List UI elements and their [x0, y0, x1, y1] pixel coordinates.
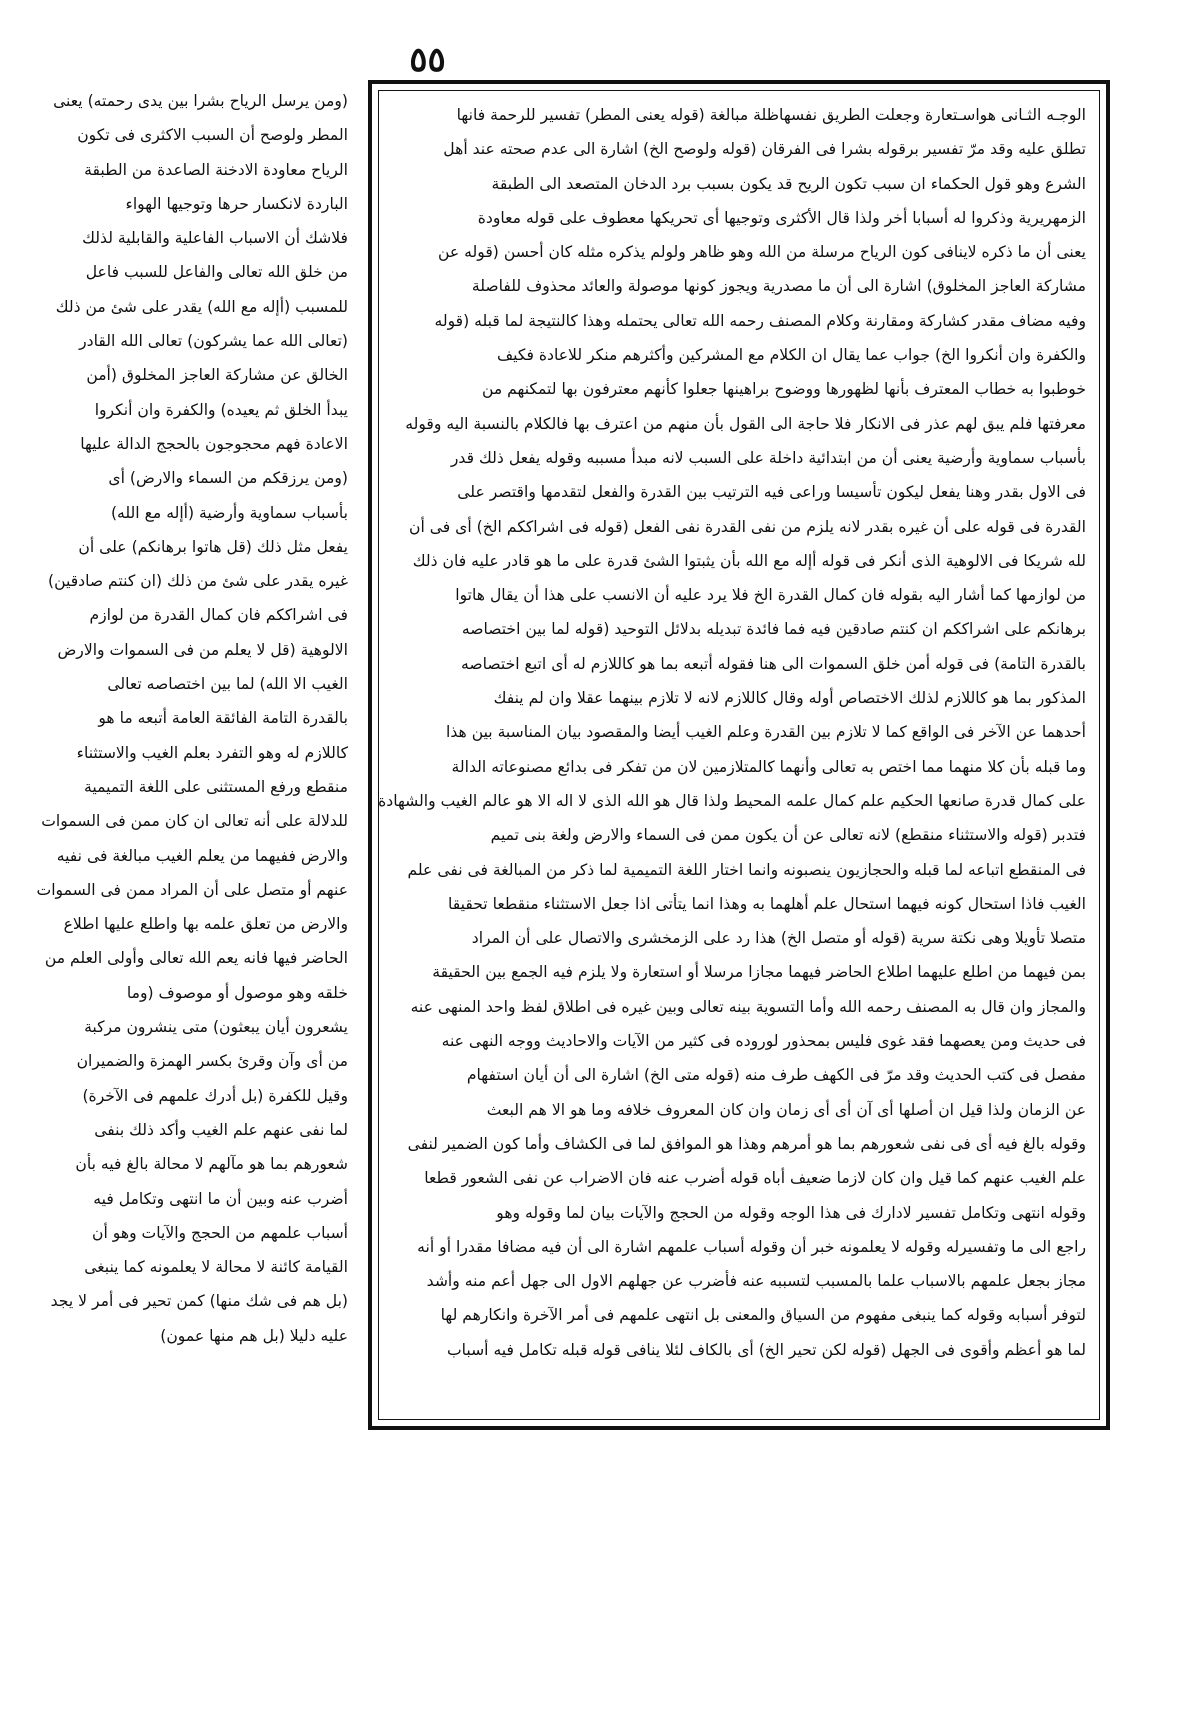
main-text-line: علم الغيب عنهم كما قيل وان كان لازما ضعيف أباه قوله أضرب عنه فان الاضراب عن نفى الشعور قطعا [424, 1169, 1086, 1188]
main-text-line: والمجاز وان قال به المصنف رحمه الله وأما التسوية بينه تعالى وبين غيره فى اطلاق لفظ واحد المنهى عنه [410, 997, 1086, 1016]
main-text-line: وما قبله بأن كلا منهما مما اختص به تعالى وأنهما كالمتلازمين لان من تفكر فى بدائع مصنوعاته الدالة [451, 757, 1086, 776]
main-text-line: الوجـه الثـانى هواسـتعارة وجعلت الطريق نفسهاظلة مبالغة (قوله يعنى المطر) تفسير للرحمة فانها [456, 106, 1086, 124]
main-text-line: بأسباب سماوية وأرضية يعنى أن من ابتدائية داخلة على السبب لانه مبدأ مسببه وقوله يفعل ذلك قدر [450, 448, 1086, 467]
main-text-line: عن الزمان ولذا قيل ان أصلها أى آن أى أى زمان وان كان المعروف خلافه وما هو الا هم البعث [486, 1100, 1086, 1119]
main-text-line: تطلق عليه وقد مرّ تفسير برقوله بشرا فى الفرقان (قوله ولوصح الخ) اشارة الى عدم صحته عند أهل [443, 140, 1086, 159]
margin-text-line: والارض ففيهما من يعلم الغيب مبالغة فى نفيه [56, 846, 348, 865]
main-text-line: لله شريكا فى الالوهية الذى أنكر فى قوله أإله مع الله بأن يثبتوا الشئ قدرة على ما هو قادر عليه فان ذلك [412, 551, 1086, 570]
margin-text-line: (ومن يرسل الرياح بشرا بين يدى رحمته) يعنى [53, 92, 348, 110]
main-text-line: فى الاول بقدر وهنا يفعل ليكون تأسيسا وراعى فيه الترتيب بين القدرة والفعل لتقدمها واقتصر على [457, 483, 1086, 502]
margin-text-line: من خلق الله تعالى والفاعل للسبب فاعل [85, 263, 348, 282]
main-text-line: برهانكم على اشراككم ان كنتم صادقين فيه فما فائدة تبديله بدلائل التوحيد (قوله لما بين اختصاصه [461, 620, 1086, 639]
margin-text-line: غيره يقدر على شئ من ذلك (ان كنتم صادقين) [48, 572, 348, 591]
main-text-line: أحدهما عن الآخر فى الواقع كما لا تلازم بين القدرة وعلم الغيب أيضا والمقصود بيان المناسبة بين هذا [446, 723, 1086, 742]
margin-text-line: كاللازم له وهو التفرد بعلم الغيب والاستثناء [76, 743, 348, 762]
main-text-line: الزمهريرية وذكروا له أسبابا أخر ولذا قال الأكثرى وتوجيها أى تحريكها معطوف على قوله معاودة [477, 208, 1086, 227]
margin-text-line: وقيل للكفرة (بل أدرك علمهم فى الآخرة) [82, 1086, 348, 1105]
main-text-line: القدرة فى قوله على أن غيره بقدر لانه يلزم من نفى القدرة نفى الفعل (قوله فى اشراككم الخ) أى فى أن [409, 517, 1086, 536]
main-text-line: الغيب فاذا استحال كونه فيهما استحال علم أهلهما به وهذا انما يتأتى اذا جعل الاستثناء منقطعا تحقيقا [448, 894, 1086, 913]
main-text-line: من لوازمها كما أشار اليه بقوله فان كمال القدرة الخ فلا يرد عليه أن الانسب على هذا أن يقال هاتوا [455, 586, 1086, 605]
margin-text-line: الباردة لانكسار حرها وتوجيها الهواء [125, 194, 348, 213]
main-text-line: بالقدرة التامة) فى قوله أمن خلق السموات الى هنا فقوله أتبعه بما هو كاللازم له أى اتبع اختصاصه [461, 654, 1086, 673]
margin-text-line: أضرب عنه وبين أن ما انتهى وتكامل فيه [93, 1189, 348, 1208]
main-text-frame [368, 80, 1110, 1430]
main-text-line: لتوفر أسبابه وقوله كما ينبغى مفهوم من السياق والمعنى بل انتهى علمهم فى أمر الآخرة وانكارهم لها [440, 1306, 1086, 1325]
main-text-line: وقوله انتهى وتكامل تفسير لادارك فى هذا الوجه وقوله من الحجج والآيات بيان لما وقوله وهو [496, 1203, 1086, 1222]
margin-text-line: منقطع ورفع المستثنى على اللغة التميمية [84, 777, 348, 796]
margin-text-line: القيامة كائنة لا محالة لا يعلمونه كما ينبغى [84, 1258, 348, 1277]
main-text-line: يعنى أن ما ذكره لاينافى كون الرياح مرسلة من الله وهو ظاهر ولولم يذكره مثله كان أحسن (قوله عن [438, 243, 1086, 262]
main-text-line: المذكور بما هو كاللازم لذلك الاختصاص أوله وقال كاللازم لانه لا تلازم بينهما عقلا وان لم ينفك [493, 689, 1086, 708]
margin-text-line: الاعادة فهم محجوجون بالحجج الدالة عليها [80, 434, 348, 453]
margin-text-line: الالوهية (قل لا يعلم من فى السموات والارض [57, 640, 348, 659]
main-text-line: فى حديث ومن يعصهما فقد غوى فليس بمحذور لوروده فى كثير من الآيات والاحاديث ووجه النهى عنه [441, 1032, 1086, 1051]
margin-text-line: لما نفى عنهم علم الغيب وأكد ذلك بنفى [94, 1120, 348, 1139]
margin-text-line: (بل هم فى شك منها) كمن تحير فى أمر لا يجد [50, 1292, 348, 1311]
margin-text-line: فى اشراككم فان كمال القدرة من لوازم [89, 606, 348, 625]
main-text-line: مفصل فى كتب الحديث وقد مرّ فى الكهف طرف منه (قوله متى الخ) اشارة الى أن أيان استفهام [466, 1066, 1086, 1085]
main-text-line: خوطبوا به خطاب المعترف بأنها لظهورها ووضوح براهينها جعلوا كأنهم معترفون بها لتمكنهم من [481, 380, 1086, 399]
main-text-line: مجاز بجعل علمهم بالاسباب علما بالمسبب لتسببه عنه فأضرب عن جهلهم الاول الى جهل أعم منه وأشد [426, 1272, 1086, 1291]
main-text-line: وقوله بالغ فيه أى فى نفى شعورهم بما هو أمرهم وهذا هو الموافق لما فى الكشاف وأما كون الضمير لنفى [407, 1134, 1086, 1153]
margin-text-line: الرياح معاودة الادخنة الصاعدة من الطبقة [84, 160, 348, 179]
margin-text-line: يفعل مثل ذلك (قل هاتوا برهانكم) على أن [78, 537, 348, 556]
main-text-line: معرفتها فلم يبق لهم عذر فى الانكار فلا حاجة الى القول بأن منهم من اعترف بها فالكلام بالنسبة اليه وقوله [405, 414, 1086, 433]
margin-text-line: خلقه وهو موصول أو موصوف (وما [126, 983, 348, 1002]
margin-text-line: بالقدرة التامة الفائقة العامة أتبعه ما هو [98, 709, 348, 728]
main-text-line: راجع الى ما وتفسيرله وقوله لا يعلمونه خبر أن وقوله أسباب علمهم اشارة الى أن فيه مضافا مقدرا أو أنه [417, 1237, 1086, 1256]
margin-text-line: يشعرون أيان يبعثون) متى ينشرون مركبة [84, 1018, 348, 1037]
main-text-line: والكفرة وان أنكروا الخ) جواب عما يقال ان الكلام مع المشركين وأكثرهم منكر للاعادة فكيف [497, 346, 1086, 365]
main-text-line: على كمال قدرة صانعها الحكيم علم كمال علمه المحيط ولذا قال هو الله الذى لا اله الا هو عالم الغيب والشهادة [378, 791, 1086, 810]
margin-text-line: الغيب الا الله) لما بين اختصاصه تعالى [107, 675, 348, 694]
main-text-line: فى المنقطع اتباعه لما قبله والحجازيون ينصبونه وانما اختار اللغة التميمية لما ذكر من المبالغة فى نفى علم [407, 860, 1086, 879]
margin-text-line: والارض من تعلق علمه بها واطلع عليها اطلاع [63, 915, 348, 934]
main-text-line: الشرع وهو قول الحكماء ان سبب تكون الريح قد يكون بسبب برد الدخان المتصعد الى الطبقة [491, 174, 1086, 193]
margin-text-line: من أى وآن وقرئ بكسر الهمزة والضميران [76, 1052, 348, 1071]
main-text-line: متصلا تأويلا وهى نكتة سرية (قوله أو متصل الخ) هذا رد على الزمخشرى والاتصال على أن المراد [471, 929, 1086, 948]
margin-text-line: للمسبب (أإله مع الله) يقدر على شئ من ذلك [55, 297, 348, 316]
margin-text-line: عليه دليلا (بل هم منها عمون) [160, 1326, 348, 1345]
margin-text-line: (ومن يرزقكم من السماء والارض) أى [108, 469, 348, 488]
page-number: ٥٥ [409, 40, 446, 80]
margin-text-line: (تعالى الله عما يشركون) تعالى الله القادر [79, 332, 348, 351]
marginal-commentary [26, 84, 348, 1345]
margin-text-line: يبدأ الخلق ثم يعيده) والكفرة وان أنكروا [94, 400, 348, 419]
margin-text-line: الحاضر فيها فانه يعم الله تعالى وأولى العلم من [44, 949, 348, 968]
margin-text-line: المطر ولوصح أن السبب الاكثرى فى تكون [77, 126, 348, 145]
margin-text-line: شعورهم بما هو مآلهم لا محالة بالغ فيه بأن [75, 1155, 348, 1174]
main-commentary [378, 98, 1086, 1412]
margin-text-line: عنهم أو متصل على أن المراد ممن فى السموات [36, 880, 348, 899]
main-text-line: مشاركة العاجز المخلوق) اشارة الى أن ما مصدرية ويجوز كونها موصولة والعائد محذوف للفاصلة [471, 277, 1086, 296]
margin-text-line: للدلالة على أنه تعالى ان كان ممن فى السموات [41, 812, 348, 831]
main-text-line: فتدبر (قوله والاستثناء منقطع) لانه تعالى عن أن يكون ممن فى السماء والارض ولغة بنى تميم [490, 826, 1086, 845]
margin-text-line: فلاشك أن الاسباب الفاعلية والقابلية لذلك [82, 229, 348, 248]
margin-text-line: بأسباب سماوية وأرضية (أإله مع الله) [110, 503, 348, 522]
margin-text-line: أسباب علمهم من الحجج والآيات وهو أن [92, 1223, 348, 1242]
main-text-line: بمن فيهما من اطلع عليهما اطلاع الحاضر فيهما مجازا مرسلا أو استعارة ولا يلزم فيه الجمع بين الحقيقة [432, 963, 1086, 982]
main-text-line: لما هو أعظم وأقوى فى الجهل (قوله لكن تحير الخ) أى بالكاف لئلا ينافى قوله قبله تكامل فيه أسباب [446, 1340, 1086, 1359]
margin-text-line: الخالق عن مشاركة العاجز المخلوق (أمن [86, 366, 348, 385]
main-text-line: وفيه مضاف مقدر كشاركة ومقارنة وكلام المصنف رحمه الله تعالى يحتمله وهذا كالنتيجة لما قبله (قوله [434, 311, 1086, 330]
